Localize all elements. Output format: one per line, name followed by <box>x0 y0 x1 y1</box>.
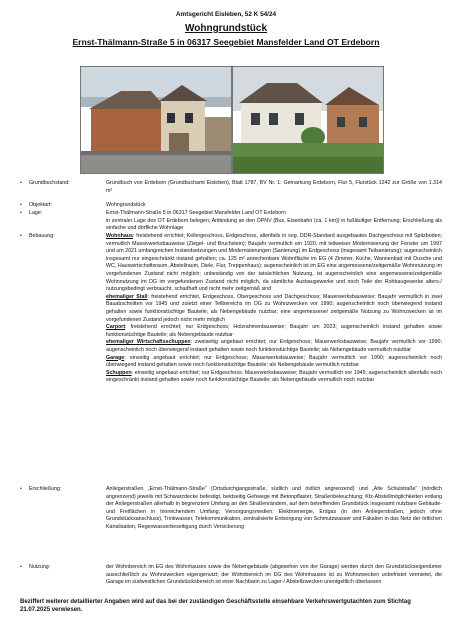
bullet-icon: • <box>20 233 22 239</box>
detail-value <box>106 202 442 210</box>
detail-label <box>20 564 86 572</box>
detail-value <box>106 564 442 587</box>
detail-label <box>20 202 86 210</box>
property-details <box>0 180 452 595</box>
detail-paragraph <box>106 294 442 324</box>
bullet-icon: • <box>20 180 22 186</box>
bullet-icon: • <box>20 486 22 492</box>
detail-text: : einseitig angebaut errichtet; nur Erdgeschoss; Mauerwerksbauweise; Baujahr vermutlich vor 1945; augenscheinlich allenfalls noch eingeschränkt instand gehalten sowie noch funktionstüchtige Bauteile; als Nebengebäude vermutlich noch nutzbar <box>106 369 442 384</box>
detail-label-text: Grundbuchstand: <box>29 180 70 186</box>
detail-text: : freistehend errichtet, Erdgeschoss, Obergeschoss und Dachgeschoss; Mauerwerksbauweise; Baujahr vermutlich in zwei Bauabschnitten vor 1945 und zuletzt einer Teilbereichs im OG zu Wohnzwecken vor 1990; augenscheinlich noch überwiegend instand gehalten sowie funktionstüchtige Bauteile; als Nebengebäude nutzbar; eine angemessene/ zeitgemäße Nutzung zu Wohnzwecken ist im vorgefundenen Zustand jedoch nicht mehr möglich <box>106 293 442 323</box>
detail-text: Grundbuch von Erdeborn (Grundbuchamt Eisleben), Blatt 1787, BV Nr. 1: Gemarkung Erdeborn, Flur 5, Flurstück 1242 zur Größe von 1.314 m² <box>106 180 442 194</box>
court-reference: Amtsgericht Eisleben, 52 K 54/24 <box>175 11 277 18</box>
detail-paragraph <box>106 324 442 339</box>
detail-paragraph <box>106 180 442 195</box>
detail-value <box>106 210 442 233</box>
detail-paragraph <box>106 564 442 587</box>
detail-text: : freistehend errichtet; Kellergeschoss, Erdgeschoss, allenfalls in sog. DDR-Standard ausgebautes Dachgeschoss mit Spitzboden; vermutlich Massivwerksbauweise (Ziegel- und Bruchstein); Baujahr vermutlich um 1920, mit teilweiser Modernisierung der Fenster um 1997 und um 2021 umfangreichen Instandsetzungen und Modernisierungen (Sanierung) im Erdgeschoss (insgesamt Teilsanierung); augenscheinlich insgesamt nur eingeschränkt instand gehalten; ca. 125 m² anrechenbare Wohnfläche im EG (4 Zimmer, Küche, Wannenbad mit Dusche und WC, Hauswirtschaftsraum, Abstellraum, Diele, Flur, Treppenhaus); augenscheinlich ist im EG eine angemessene/zeitgemäße Wohnnutzung im vorgefundenen Zustand nicht möglich; unbeständig von der tatsächlichen Nutzung, ist augenscheinlich eine angemessene/zeitgemäße Wohnnutzung im DG im vorgefundenen Zustand nicht möglich, da sämtliche Ausbaugewerke und noch Teile der Rohbaugewerke alters-/ nutzungsbedingt verbraucht, schadhaft und nicht mehr zeitgemäß sind <box>106 233 442 293</box>
bullet-icon: • <box>20 210 22 216</box>
property-address-heading: Ernst-Thälmann-Straße 5 in 06317 Seegebiet Mansfelder Land OT Erdeborn <box>72 37 380 47</box>
detail-label <box>20 486 86 494</box>
building-heading: ehemaliger Wirtschaftsschuppen <box>106 339 191 346</box>
detail-label-text: Erschließung: <box>29 486 62 492</box>
detail-label <box>20 180 86 188</box>
property-photo-yard <box>232 66 384 174</box>
detail-text: Ernst-Thälmann-Straße 5 in 06317 Seegebiet Mansfelder Land OT Erdeborn <box>106 210 286 216</box>
bullet-icon: • <box>20 564 22 570</box>
detail-text: : freistehend errichtet; nur Erdgeschoss; Holzrahmenbauweise; Baujahr um 2023; augenscheinlich instand gehalten sowie funktionstüchtige Bauteile; als Nebengebäude nutzbar <box>106 324 442 338</box>
detail-text: in zentraler Lage des OT Erdeborn belegen; Anbindung an den ÖPNV (Bus, Eisenbahn (ca. 1 km)) in fußläufiger Entfernung; Erschließung als einfache und dörfliche Wohnlage <box>106 217 442 232</box>
detail-paragraph <box>106 233 442 294</box>
building-heading: Garage <box>106 354 125 361</box>
property-photo-front <box>80 66 232 174</box>
detail-label-text: Bebauung: <box>29 233 55 239</box>
detail-paragraph <box>106 202 442 210</box>
detail-text: : zweiseitig angebaut errichtet; nur Erdgeschoss; Mauerwerksbauweise; Baujahr vermutlich vor 1990; augenscheinlich noch überwiegend instand gehalten sowie noch funktionstüchtige Bauteile; als Nebengebäude vermutlich nutzbar <box>106 339 442 353</box>
building-heading: ehemaliger Stall <box>106 293 148 300</box>
detail-label <box>20 233 86 241</box>
detail-label-text: Lage: <box>29 210 43 216</box>
detail-value <box>106 486 442 532</box>
detail-text: : einseitig angebaut errichtet; nur Erdgeschoss; Mauerwerksbauweise; Baujahr vermutlich vor 1990; augenscheinlich noch überwiegend instand gehalten sowie noch funktionstüchtige Bauteile; als Nebengebäude vermutlich nutzbar <box>106 354 442 369</box>
house-photo-image <box>81 67 231 173</box>
detail-paragraph <box>106 370 442 385</box>
detail-text: der Wohnbereich im EG des Wohnhauses sowie die Nebengebäude (abgesehen von der Garage) werden durch den Grundstückseigentümer ausschließlich zu Wohnzwecken eigengenutzt; der Wohnbereich im DG des Wohnhauses ist zu Wohnzwecken unbefristet vermietet, die Garage im südwestlichen Grundstücksbereich ist einer Nachbarin zu Lager-/ Abstellzwecken unentgeltlich überlassen <box>106 564 442 586</box>
yard-photo-image <box>233 67 383 173</box>
detail-label-text: Nutzung: <box>29 564 51 570</box>
building-heading: Schuppen <box>106 369 132 376</box>
detail-label-text: Objektart: <box>29 202 52 208</box>
building-heading: Wohnhaus <box>106 233 133 239</box>
detail-text: Wohngrundstück <box>106 202 146 208</box>
page-title: Wohngrundstück <box>184 23 268 34</box>
detail-label <box>20 210 86 218</box>
detail-paragraph <box>106 486 442 532</box>
building-heading: Carport <box>106 324 126 331</box>
detail-paragraph <box>106 210 442 218</box>
detail-paragraph <box>106 339 442 354</box>
bullet-icon: • <box>20 202 22 208</box>
detail-value <box>106 233 442 385</box>
detail-text: Anliegerstraßen „Ernst-Thälmann-Straße“ (Ortsdurchgangsstraße, südlich und östlich angrenzend) und „Alte Schulstraße“ (nördlich angrenzend) jeweils mit Schwarzdecke befestigt, beidseitig Gehwege mit Betonpflaster, Straßenbeleuchtung; Kfz-Abstellmöglichkeiten entlang der Anliegerstraßen allerhalb in begrenztem Umfang an den Straßenrändern, auf dem betreffenden Grundstück insgesamt nutzbare Gebäude- und Freiflächen in hinreichendem Umfang; Versorgungsmedien: Elektroenergie, Erdgas (in den Anliegerstraßen, jedoch ohne Grundstücksanschluss), Trinkwasser, Telekommunikation, zentralisierte Entsorgung von Schmutzwasser und Fäkalien in das Netz der örtlichen Kanalisation, Regenwasserbeseitigung durch Versickerung <box>106 486 442 530</box>
detail-paragraph <box>106 218 442 233</box>
footer-note: Beziffert weiterer detaillierter Angaben wird auf das bei der zuständigen Geschäftsstelle einsehbare Verkehrswertgutachten zum Stichtag 21.07.2025 verwiesen. <box>20 599 411 613</box>
detail-value <box>106 180 442 195</box>
detail-paragraph <box>106 355 442 370</box>
